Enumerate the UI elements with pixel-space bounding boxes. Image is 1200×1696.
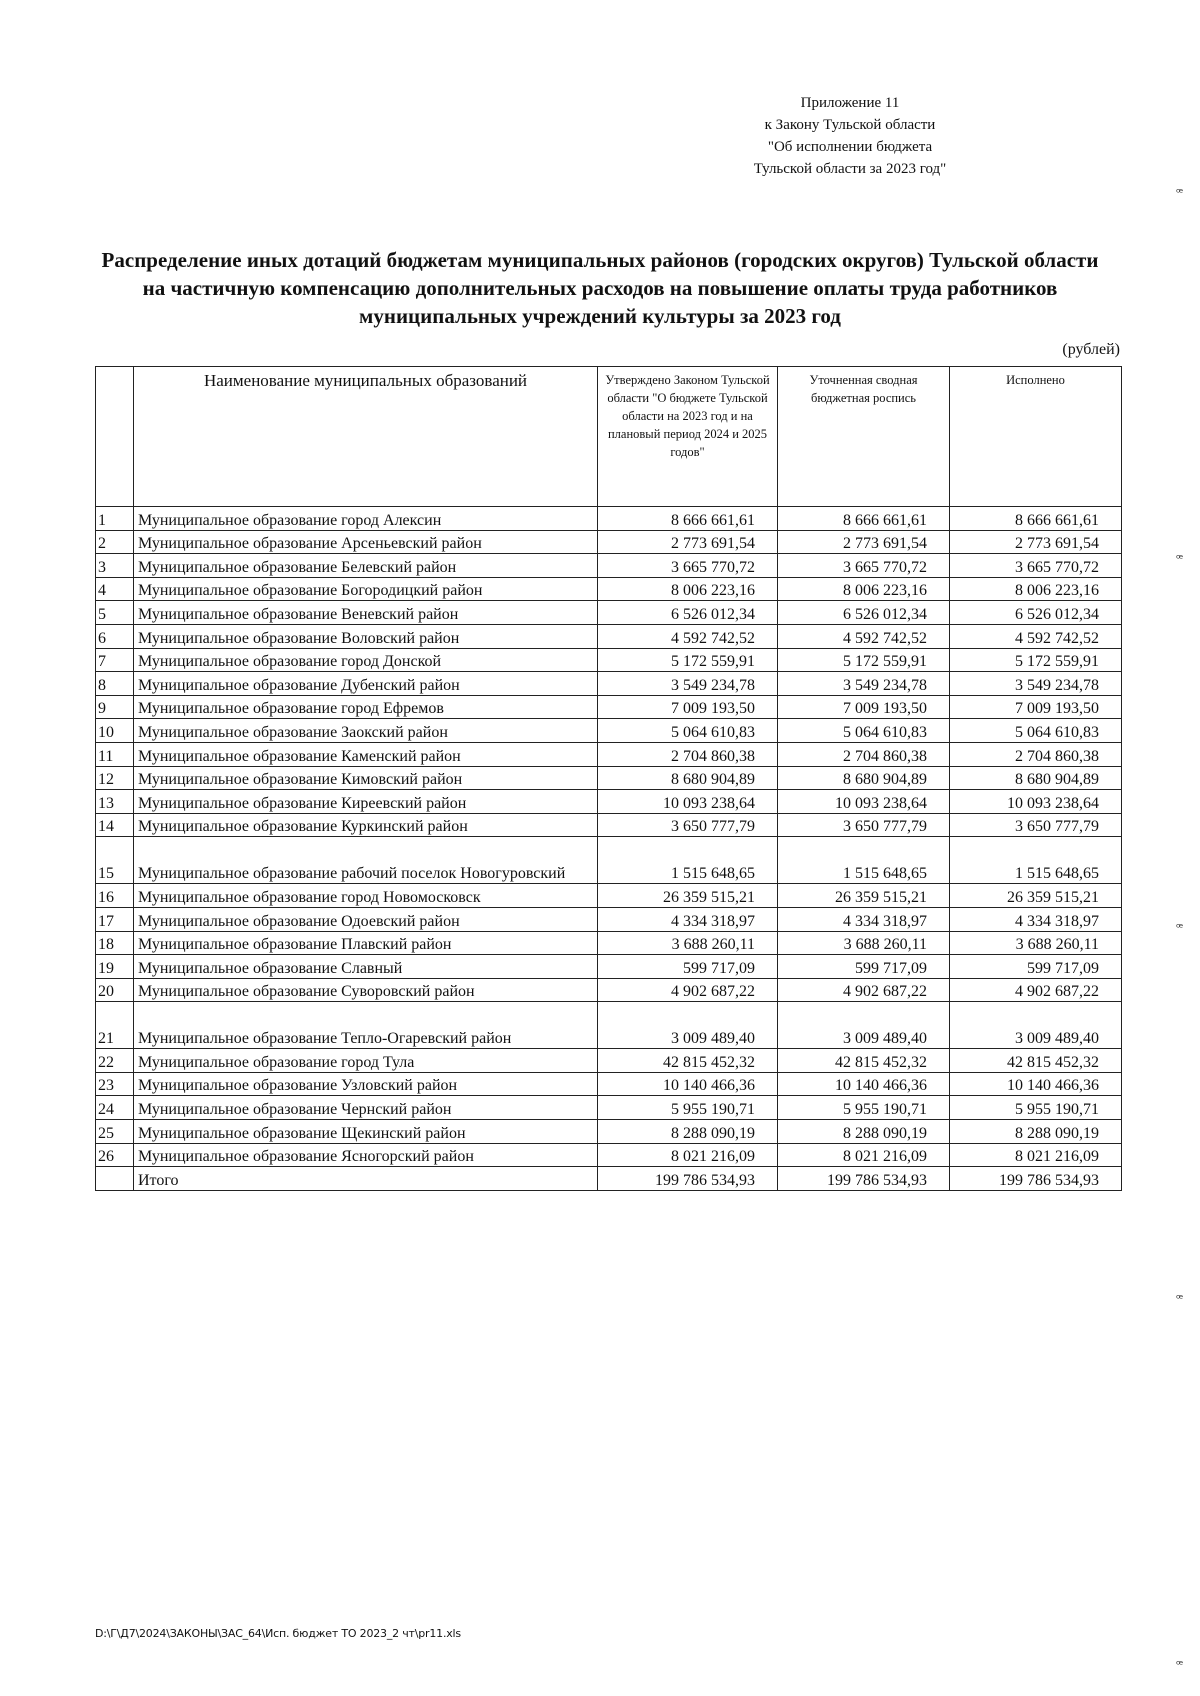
row-index: 14 [96, 813, 134, 837]
total-refined: 199 786 534,93 [778, 1167, 950, 1191]
row-executed: 10 093 238,64 [950, 790, 1122, 814]
margin-mark: ꟹ [1176, 552, 1184, 565]
row-index: 21 [96, 1002, 134, 1049]
title-line: на частичную компенсацию дополнительных расходов на повышение оплаты труда работников [142, 276, 1058, 300]
row-executed: 8 006 223,16 [950, 577, 1122, 601]
row-refined: 4 334 318,97 [778, 907, 950, 931]
row-index: 12 [96, 766, 134, 790]
row-executed: 8 666 661,61 [950, 507, 1122, 531]
table-row [96, 577, 1122, 601]
table-row [96, 813, 1122, 837]
row-executed: 3 665 770,72 [950, 554, 1122, 578]
row-approved: 2 773 691,54 [598, 530, 778, 554]
row-refined: 8 006 223,16 [778, 577, 950, 601]
row-executed: 1 515 648,65 [950, 837, 1122, 884]
header-refined: Уточненная сводная бюджетная роспись [778, 367, 950, 507]
row-refined: 3 009 489,40 [778, 1002, 950, 1049]
row-name: Муниципальное образование Ясногорский район [134, 1143, 598, 1167]
row-approved: 42 815 452,32 [598, 1049, 778, 1073]
table-header-row [96, 367, 1122, 507]
header-approved: Утверждено Законом Тульской области "О бюджете Тульской области на 2023 год и на плановый период 2024 и 2025 годов" [598, 367, 778, 507]
row-executed: 3 009 489,40 [950, 1002, 1122, 1049]
row-index: 22 [96, 1049, 134, 1073]
total-executed: 199 786 534,93 [950, 1167, 1122, 1191]
row-index: 5 [96, 601, 134, 625]
table-row [96, 884, 1122, 908]
margin-mark: ꟹ [1176, 921, 1184, 934]
row-name: Муниципальное образование Одоевский район [134, 907, 598, 931]
row-name: Муниципальное образование город Алексин [134, 507, 598, 531]
row-index: 8 [96, 672, 134, 696]
file-path-footer: D:\Г\Д7\2024\ЗАКОНЫ\ЗАС_64\Исп. бюджет ТО 2023_2 чт\pr11.xls [95, 1627, 461, 1640]
table-row [96, 907, 1122, 931]
margin-mark: ꟹ [1176, 186, 1184, 199]
row-name: Муниципальное образование Воловский район [134, 624, 598, 648]
row-approved: 26 359 515,21 [598, 884, 778, 908]
table-row [96, 672, 1122, 696]
row-executed: 3 549 234,78 [950, 672, 1122, 696]
row-approved: 8 680 904,89 [598, 766, 778, 790]
row-name: Муниципальное образование Киреевский район [134, 790, 598, 814]
row-approved: 1 515 648,65 [598, 837, 778, 884]
appendix-line: "Об исполнении бюджета [767, 139, 933, 155]
appendix-note [700, 92, 1000, 180]
row-index: 17 [96, 907, 134, 931]
table-row [96, 648, 1122, 672]
row-refined: 1 515 648,65 [778, 837, 950, 884]
row-index: 16 [96, 884, 134, 908]
row-refined: 10 093 238,64 [778, 790, 950, 814]
title-line: муниципальных учреждений культуры за 2023 год [359, 304, 841, 328]
row-index: 4 [96, 577, 134, 601]
table-row [96, 719, 1122, 743]
row-refined: 4 592 742,52 [778, 624, 950, 648]
total-row [96, 1167, 1122, 1191]
row-refined: 5 955 190,71 [778, 1096, 950, 1120]
row-refined: 8 666 661,61 [778, 507, 950, 531]
row-name: Муниципальное образование рабочий поселок Новогуровский [134, 837, 598, 884]
row-refined: 2 773 691,54 [778, 530, 950, 554]
table-row [96, 742, 1122, 766]
table-row [96, 507, 1122, 531]
row-executed: 8 680 904,89 [950, 766, 1122, 790]
row-refined: 42 815 452,32 [778, 1049, 950, 1073]
row-index: 10 [96, 719, 134, 743]
total-label: Итого [134, 1167, 598, 1191]
row-refined: 2 704 860,38 [778, 742, 950, 766]
row-name: Муниципальное образование Заокский район [134, 719, 598, 743]
table-row [96, 931, 1122, 955]
row-name: Муниципальное образование Чернский район [134, 1096, 598, 1120]
row-approved: 599 717,09 [598, 955, 778, 979]
row-index: 11 [96, 742, 134, 766]
row-name: Муниципальное образование Каменский район [134, 742, 598, 766]
row-approved: 7 009 193,50 [598, 695, 778, 719]
header-index [96, 367, 134, 507]
row-name: Муниципальное образование Веневский район [134, 601, 598, 625]
row-approved: 4 592 742,52 [598, 624, 778, 648]
row-name: Муниципальное образование город Донской [134, 648, 598, 672]
row-executed: 6 526 012,34 [950, 601, 1122, 625]
row-approved: 3 009 489,40 [598, 1002, 778, 1049]
row-refined: 8 288 090,19 [778, 1120, 950, 1144]
row-name: Муниципальное образование город Тула [134, 1049, 598, 1073]
row-name: Муниципальное образование Арсеньевский район [134, 530, 598, 554]
margin-mark: ꟹ [1176, 1658, 1184, 1671]
margin-mark: ꟹ [1176, 1292, 1184, 1305]
row-executed: 3 688 260,11 [950, 931, 1122, 955]
table-row [96, 766, 1122, 790]
row-index: 6 [96, 624, 134, 648]
row-index: 7 [96, 648, 134, 672]
row-approved: 10 140 466,36 [598, 1072, 778, 1096]
row-approved: 3 688 260,11 [598, 931, 778, 955]
row-approved: 4 334 318,97 [598, 907, 778, 931]
appendix-line: Приложение 11 [800, 95, 900, 111]
row-name: Муниципальное образование город Новомосковск [134, 884, 598, 908]
row-approved: 5 064 610,83 [598, 719, 778, 743]
row-name: Муниципальное образование Богородицкий район [134, 577, 598, 601]
row-name: Муниципальное образование Куркинский район [134, 813, 598, 837]
table-row [96, 978, 1122, 1002]
row-executed: 4 592 742,52 [950, 624, 1122, 648]
row-executed: 8 288 090,19 [950, 1120, 1122, 1144]
row-index: 26 [96, 1143, 134, 1167]
row-name: Муниципальное образование Плавский район [134, 931, 598, 955]
table-row [96, 601, 1122, 625]
row-index: 15 [96, 837, 134, 884]
row-executed: 2 773 691,54 [950, 530, 1122, 554]
row-executed: 4 902 687,22 [950, 978, 1122, 1002]
row-executed: 5 172 559,91 [950, 648, 1122, 672]
row-refined: 3 650 777,79 [778, 813, 950, 837]
row-index: 2 [96, 530, 134, 554]
table-row [96, 1072, 1122, 1096]
table-row [96, 837, 1122, 884]
row-index: 20 [96, 978, 134, 1002]
row-refined: 5 064 610,83 [778, 719, 950, 743]
table-body [96, 507, 1122, 1191]
row-refined: 6 526 012,34 [778, 601, 950, 625]
table-row [96, 1049, 1122, 1073]
row-executed: 42 815 452,32 [950, 1049, 1122, 1073]
row-executed: 599 717,09 [950, 955, 1122, 979]
row-approved: 5 172 559,91 [598, 648, 778, 672]
row-executed: 3 650 777,79 [950, 813, 1122, 837]
row-name: Муниципальное образование Белевский район [134, 554, 598, 578]
table-row [96, 955, 1122, 979]
row-name: Муниципальное образование Тепло-Огаревский район [134, 1002, 598, 1049]
appendix-line: к Закону Тульской области [764, 117, 936, 133]
row-approved: 8 666 661,61 [598, 507, 778, 531]
row-name: Муниципальное образование Суворовский район [134, 978, 598, 1002]
row-executed: 5 064 610,83 [950, 719, 1122, 743]
table-row [96, 1096, 1122, 1120]
row-refined: 26 359 515,21 [778, 884, 950, 908]
units-label: (рублей) [1062, 341, 1120, 358]
row-executed: 8 021 216,09 [950, 1143, 1122, 1167]
table-row [96, 530, 1122, 554]
row-name: Муниципальное образование город Ефремов [134, 695, 598, 719]
row-refined: 3 688 260,11 [778, 931, 950, 955]
appendix-line: Тульской области за 2023 год" [753, 161, 947, 177]
row-refined: 3 665 770,72 [778, 554, 950, 578]
header-name: Наименование муниципальных образований [134, 367, 598, 507]
row-approved: 5 955 190,71 [598, 1096, 778, 1120]
row-refined: 3 549 234,78 [778, 672, 950, 696]
row-index: 19 [96, 955, 134, 979]
row-executed: 10 140 466,36 [950, 1072, 1122, 1096]
table-row [96, 1120, 1122, 1144]
row-name: Муниципальное образование Кимовский район [134, 766, 598, 790]
table-row [96, 790, 1122, 814]
row-approved: 8 288 090,19 [598, 1120, 778, 1144]
table-row [96, 554, 1122, 578]
header-executed: Исполнено [950, 367, 1122, 507]
row-name: Муниципальное образование Узловский район [134, 1072, 598, 1096]
table-row [96, 1002, 1122, 1049]
row-index: 1 [96, 507, 134, 531]
row-index: 9 [96, 695, 134, 719]
row-approved: 8 006 223,16 [598, 577, 778, 601]
row-executed: 2 704 860,38 [950, 742, 1122, 766]
row-refined: 5 172 559,91 [778, 648, 950, 672]
row-approved: 3 549 234,78 [598, 672, 778, 696]
row-approved: 4 902 687,22 [598, 978, 778, 1002]
row-executed: 26 359 515,21 [950, 884, 1122, 908]
table-row [96, 1143, 1122, 1167]
row-approved: 3 650 777,79 [598, 813, 778, 837]
document-title [60, 246, 1140, 330]
budget-table [95, 366, 1122, 1191]
row-approved: 3 665 770,72 [598, 554, 778, 578]
row-refined: 599 717,09 [778, 955, 950, 979]
row-index: 23 [96, 1072, 134, 1096]
row-approved: 10 093 238,64 [598, 790, 778, 814]
row-executed: 7 009 193,50 [950, 695, 1122, 719]
row-refined: 4 902 687,22 [778, 978, 950, 1002]
row-index: 25 [96, 1120, 134, 1144]
row-approved: 2 704 860,38 [598, 742, 778, 766]
row-refined: 7 009 193,50 [778, 695, 950, 719]
row-refined: 8 021 216,09 [778, 1143, 950, 1167]
total-approved: 199 786 534,93 [598, 1167, 778, 1191]
row-approved: 8 021 216,09 [598, 1143, 778, 1167]
row-approved: 6 526 012,34 [598, 601, 778, 625]
row-name: Муниципальное образование Славный [134, 955, 598, 979]
row-index: 18 [96, 931, 134, 955]
row-executed: 4 334 318,97 [950, 907, 1122, 931]
row-name: Муниципальное образование Дубенский район [134, 672, 598, 696]
total-index [96, 1167, 134, 1191]
table-row [96, 695, 1122, 719]
row-index: 13 [96, 790, 134, 814]
row-index: 3 [96, 554, 134, 578]
row-executed: 5 955 190,71 [950, 1096, 1122, 1120]
table-row [96, 624, 1122, 648]
row-name: Муниципальное образование Щекинский район [134, 1120, 598, 1144]
title-line: Распределение иных дотаций бюджетам муниципальных районов (городских округов) Тульской области [101, 248, 1099, 272]
row-index: 24 [96, 1096, 134, 1120]
row-refined: 10 140 466,36 [778, 1072, 950, 1096]
row-refined: 8 680 904,89 [778, 766, 950, 790]
